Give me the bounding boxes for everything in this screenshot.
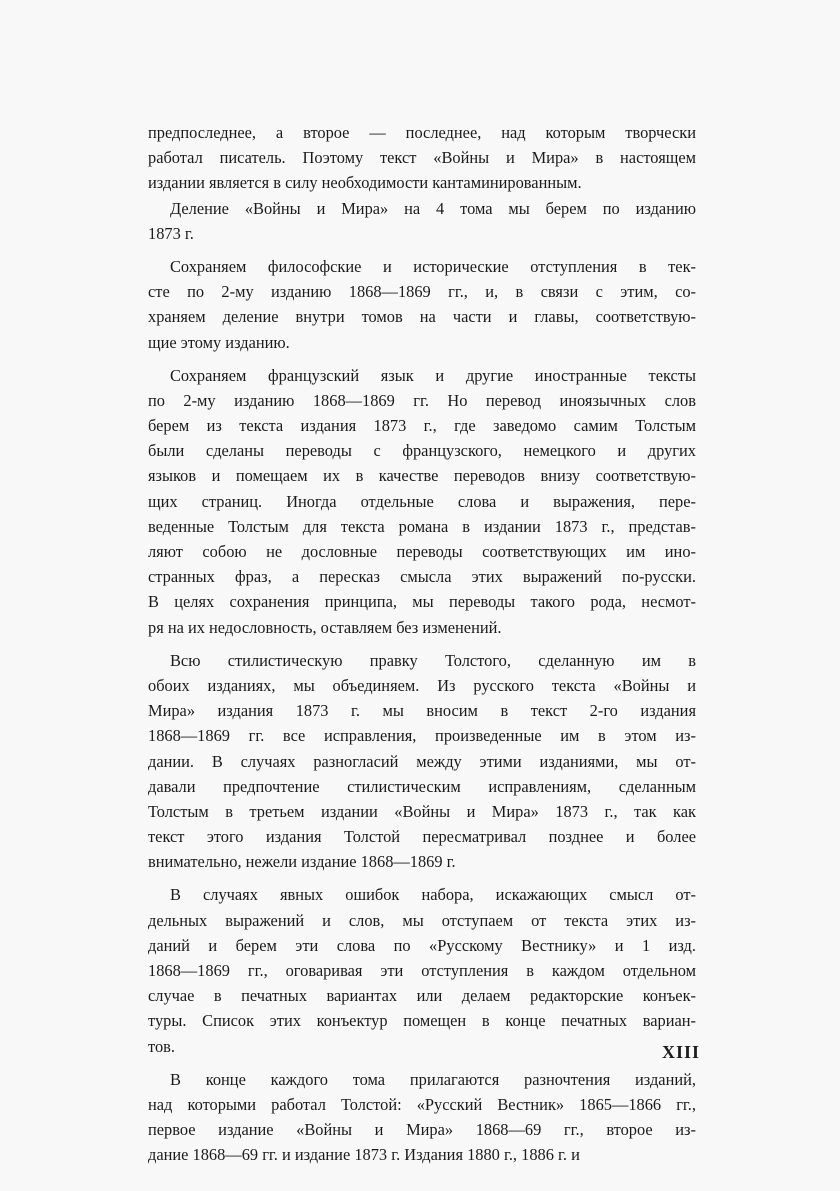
text-line: 1868—1869 гг. все исправления, произведенные им в этом из-: [148, 726, 696, 746]
text-line: внимательно, нежели издание 1868—1869 г.: [148, 852, 456, 872]
text-line: берем из текста издания 1873 г., где заведомо самим Толстым: [148, 416, 696, 436]
text-line: веденные Толстым для текста романа в издании 1873 г., представ-: [148, 516, 696, 536]
text-line: Толстым в третьем издании «Войны и Мира» 1873 г., так как: [148, 801, 696, 821]
text-line: работал писатель. Поэтому текст «Войны и Мира» в настоящем: [148, 148, 696, 168]
text-line: даний и берем эти слова по «Русскому Вестнику» и 1 изд.: [148, 935, 696, 955]
paragraph-gap: [148, 246, 696, 254]
text-line: над которыми работал Толстой: «Русский Вестник» 1865—1866 гг.,: [148, 1094, 696, 1114]
paragraph: [148, 363, 696, 640]
text-line: щих страниц. Иногда отдельные слова и выражения, пере-: [148, 491, 696, 511]
text-line: 1873 г.: [148, 223, 194, 243]
text-line: дельных выражений и слов, мы отступаем от текста этих из-: [148, 910, 696, 930]
text-line: ря на их недословность, оставляем без изменений.: [148, 617, 502, 637]
text-line: Всю стилистическую правку Толстого, сделанную им в: [170, 650, 696, 670]
paragraph-gap: [148, 874, 696, 882]
text-line: Деление «Войны и Мира» на 4 тома мы берем по изданию: [170, 198, 696, 218]
page-number: XIII: [661, 1042, 700, 1062]
paragraph-gap: [148, 1059, 696, 1067]
text-line: языков и помещаем их в качестве переводов внизу соответствую-: [148, 466, 696, 486]
text-line: храняем деление внутри томов на части и главы, соответствую-: [148, 307, 696, 327]
text-line: ляют собою не дословные переводы соответствующих им ино-: [148, 542, 696, 561]
text-line: были сделаны переводы с французского, немецкого и других: [148, 441, 696, 461]
paragraph-gap: [148, 640, 696, 648]
text-line: В целях сохранения принципа, мы переводы такого рода, несмот-: [148, 592, 696, 612]
text-line: по 2-му изданию 1868—1869 гг. Но перевод иноязычных слов: [148, 390, 696, 410]
text-line: Сохраняем французский язык и другие иностранные тексты: [170, 365, 696, 385]
text-line: текст этого издания Толстой пересматривал позднее и более: [148, 827, 696, 847]
paragraph: [148, 254, 696, 355]
text-line: дании. В случаях разногласий между этими изданиями, мы от-: [148, 751, 696, 771]
text-line: тов.: [148, 1036, 175, 1056]
paragraph: [148, 1067, 696, 1168]
paragraph: [148, 882, 696, 1058]
body-text: [148, 120, 696, 1168]
text-line: щие этому изданию.: [148, 332, 290, 352]
text-line: Мира» издания 1873 г. мы вносим в текст 2-го издания: [148, 701, 696, 721]
text-line: предпоследнее, а второе — последнее, над которым творчески: [148, 123, 696, 142]
text-line: первое издание «Войны и Мира» 1868—69 гг., второе из-: [148, 1120, 696, 1140]
text-line: издании является в силу необходимости кантаминированным.: [148, 173, 582, 193]
text-line: Сохраняем философские и исторические отступления в тек-: [170, 256, 696, 276]
text-line: сте по 2-му изданию 1868—1869 гг., и, в связи с этим, со-: [148, 282, 696, 302]
text-line: туры. Список этих конъектур помещен в конце печатных вариан-: [148, 1011, 696, 1031]
paragraph: [148, 648, 696, 875]
text-line: странных фраз, а пересказ смысла этих выражений по-русски.: [148, 567, 696, 587]
text-line: дание 1868—69 гг. и издание 1873 г. Издания 1880 г., 1886 г. и: [148, 1145, 580, 1165]
text-line: давали предпочтение стилистическим исправлениям, сделанным: [148, 776, 696, 796]
paragraph: [148, 196, 696, 246]
text-line: обоих изданиях, мы объединяем. Из русского текста «Войны и: [148, 675, 696, 695]
text-line: 1868—1869 гг., оговаривая эти отступления в каждом отдельном: [148, 961, 696, 980]
paragraph-gap: [148, 355, 696, 363]
text-line: В случаях явных ошибок набора, искажающих смысл от-: [170, 885, 696, 905]
text-line: В конце каждого тома прилагаются разночтения изданий,: [170, 1069, 696, 1089]
text-line: случае в печатных вариантах или делаем редакторские конъек-: [148, 986, 696, 1006]
paragraph: [148, 120, 696, 196]
